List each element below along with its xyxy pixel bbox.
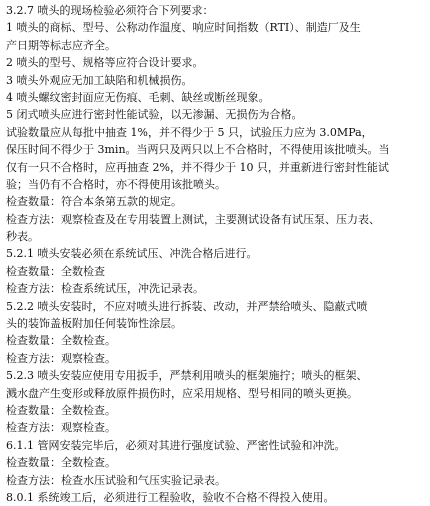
text-line: 5 闭式喷头应进行密封性能试验，以无渗漏、无损伤为合格。 [6,108,303,122]
text-line: 检查数量：全数检查。 [6,334,116,348]
text-line: 1 喷头的商标、型号、公称动作温度、响应时间指数（RTI）、制造厂及生 [6,21,361,35]
text-line: 检查方法：检查水压试验和气压实验记录表。 [6,473,226,487]
text-line: 检查数量：全数检查。 [6,456,116,470]
text-line: 试验数量应从每批中抽查 1%，并不得少于 5 只，试验压力应为 3.0MPa， [6,125,373,139]
text-line: 检查方法：观察检查。 [6,351,116,365]
text-line: 检查方法：观察检查。 [6,421,116,435]
text-line: 秒表。 [6,230,39,244]
text-line: 5.2.3 喷头安装应使用专用扳手，严禁利用喷头的框架施拧；喷头的框架、 [6,369,368,383]
text-line: 产日期等标志应齐全。 [6,38,116,52]
text-line: 保压时间不得少于 3min。当两只及两只以上不合格时，不得使用该批喷头。当 [6,143,390,157]
text-line: 检查方法：检查系统试压，冲洗记录表。 [6,282,204,296]
text-line: 检查数量：符合本条第五款的规定。 [6,195,182,209]
text-line: 验；当仍有不合格时，亦不得使用该批喷头。 [6,177,226,191]
text-line: 2 喷头的型号、规格等应符合设计要求。 [6,56,204,70]
text-line: 溅水盘产生变形或释放原件损伤时，应采用规格、型号相同的喷头更换。 [6,386,358,400]
text-line: 6.1.1 管网安装完毕后，必须对其进行强度试验、严密性试验和冲洗。 [6,438,346,452]
text-line: 5.2.2 喷头安装时，不应对喷头进行拆装、改动，并严禁给喷头、隐蔽式喷 [6,299,368,313]
text-line: 8.0.1 系统竣工后，必须进行工程验收，验收不合格不得投入使用。 [6,490,335,504]
text-line: 5.2.1 喷头安装必须在系统试压、冲洗合格后进行。 [6,247,258,261]
text-line: 检查数量：全数检查 [6,264,105,278]
text-line: 检查方法：观察检查及在专用装置上测试，主要测试设备有试压泵、压力表、 [6,212,380,226]
text-line: 3.2.7 喷头的现场检验必须符合下列要求： [6,4,214,17]
text-line: 仅有一只不合格时，应再抽查 2%，并不得少于 10 只，并重新进行密封性能试 [6,160,389,174]
text-line: 检查数量：全数检查。 [6,403,116,417]
text-line: 头的装饰盖板附加任何装饰性涂层。 [6,317,182,331]
text-line: 4 喷头螺纹密封面应无伤痕、毛刺、缺丝或断丝现象。 [6,90,270,104]
text-line: 3 喷头外观应无加工缺陷和机械损伤。 [6,73,193,87]
